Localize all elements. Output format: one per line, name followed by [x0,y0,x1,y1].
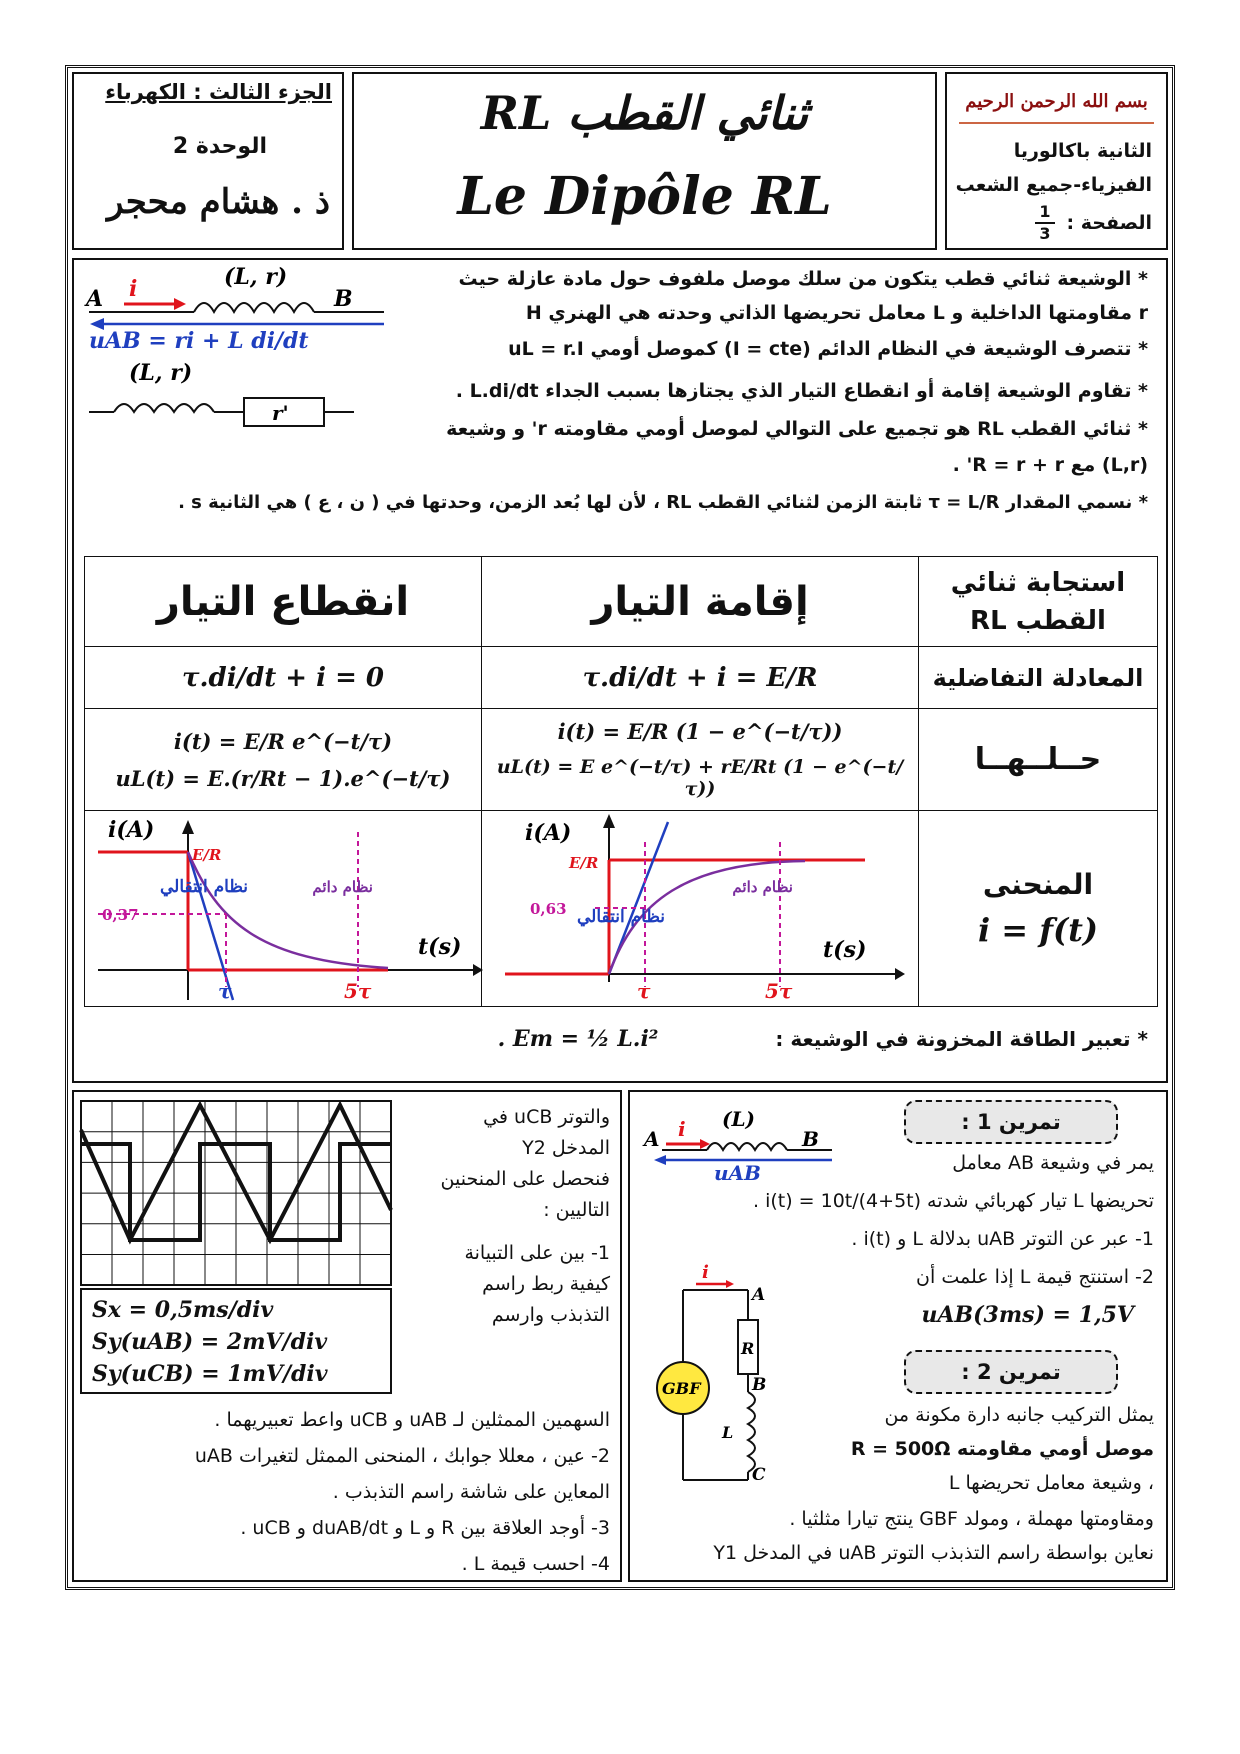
intro-line-2: r مقاومتها الداخلية و L معامل تحريضها الذاتي وحدته هي الهنري H [525,302,1148,324]
header-left-box [72,72,344,250]
ex1-l3: 1- عبر عن التوتر uAB بدلالة L و i(t) . [851,1228,1154,1250]
diff-eq-break: τ.di/dt + i = 0 [85,647,482,709]
sol-break-i: i(t) = E/R e^(−t/τ) [173,728,393,754]
ex2-r-label: R [741,1339,755,1358]
ex2-l2: موصل أومي مقاومته R = 500Ω [850,1438,1154,1460]
basmala-calligraphy: بسم الله الرحمن الرحيم [959,82,1154,124]
solution-break [85,709,482,811]
oscillo-settings [80,1288,392,1394]
coil2-label: (L, r) [129,360,193,386]
graph-break-mark: 0,37 [102,905,139,924]
sol-establish-i: i(t) = E/R (1 − e^(−t/τ)) [557,719,843,744]
oscilloscope-screen [80,1100,392,1286]
energy-text: * تعبير الطاقة المخزونة في الوشيعة : [775,1027,1148,1051]
ex1-l5: uAB(3ms) = 1,5V [921,1302,1134,1328]
ex1-uab: uAB [714,1161,761,1185]
oscillo-q2a: 2- عين ، معللا جوابك ، المنحنى الممثل لتغيرات uAB [194,1445,610,1467]
header-right-box [945,72,1168,250]
ex2-node-b: B [752,1375,767,1395]
oscillo-q2b: المعاين على شاشة راسم التذبذب . [332,1481,610,1503]
ex2-l4: ومقاومتها مهملة ، ومولد GBF ينتج تيارا مثلثيا . [789,1508,1154,1530]
resistor-label: r' [272,401,289,425]
node-a: A [86,286,104,312]
ex2-l1: يمثل التركيب جانبه دارة مكونة من [884,1404,1154,1426]
graph-establish-5tau: 5τ [765,978,793,1003]
graph-establish [485,812,915,1002]
intro-line-5: * ثنائي القطب RL هو تجميع على التوالي لموصل أومي مقاومته r' و وشيعة [446,418,1148,440]
energy-line [92,1026,1148,1052]
intro-line-6: (L,r) مع R = r + r' . [952,454,1148,476]
intro-line-7: * نسمي المقدار τ = L/R ثابتة الزمن لثنائي القطب RL ، لأن لها بُعد الزمن، وحدتها في ( ن ، ع ) هي الثانية s . [178,492,1148,513]
coil-label: (L, r) [224,264,288,290]
graph-break-transient: نظام انتقالي [159,876,248,897]
ex2-l-label: L [722,1423,734,1442]
rl-series-diagram [84,350,384,440]
node-b: B [334,286,353,312]
ex1-node-a: A [644,1127,660,1151]
graph-break-5tau: 5τ [344,978,372,1003]
graph-establish-transient: نظام انتقالي [576,906,665,927]
ex2-l5: نعاين بواسطة راسم التذبذب التوتر uAB في المدخل Y1 [713,1542,1154,1564]
sol-establish-u: uL(t) = E e^(−t/τ) + rE/Rt (1 − e^(−t/τ)) [496,756,904,800]
graph-break [88,812,478,1002]
graph-establish-y-axis: i(A) [525,819,572,846]
ex2-node-a: A [752,1285,766,1305]
oscillo-exercise-box [72,1090,622,1582]
sol-break-u: uL(t) = E.(r/Rt − 1).e^(−t/τ) [115,765,451,791]
graph-break-x-axis: t(s) [418,933,462,960]
ex2-title: تمرين 2 : [904,1350,1118,1394]
exercises-box [628,1090,1168,1582]
cell-response-header: استجابة ثنائي القطب RL [919,557,1158,647]
title-arabic: ثنائي القطب RL [480,86,809,140]
graph-establish-tau: τ [637,978,651,1003]
ex1-title: تمرين 1 : [904,1100,1118,1144]
solution-establish [482,709,919,811]
intro-line-3: * تتصرف الوشيعة في النظام الدائم (I = cte) كموصل أومي uL = r.I [508,338,1148,360]
header-center-box [352,72,937,250]
sy-ab-setting: Sy(uAB) = 2mV/div [92,1329,328,1355]
ex1-l2: تحريضها L تيار كهربائي شدته i(t) = 10t/(4+5t) . [752,1190,1154,1212]
oscillo-q1c: التذبذب وارسم [491,1304,610,1326]
page-label: الصفحة : [1066,212,1152,234]
gbf-label: GBF [662,1379,701,1398]
graph-break-y-axis: i(A) [108,816,155,843]
current-label: i [129,276,138,302]
graph-establish-cell [482,811,919,1007]
page-num: 1 [1035,202,1055,224]
ex2-current: i [702,1262,709,1283]
title-french: Le Dipôle RL [457,166,832,227]
stream-label: الفيزياء-جميع الشعب [955,174,1152,196]
oscillo-questions [84,1402,610,1582]
oscillo-text-right [400,1102,610,1331]
coil2-symbol [114,404,214,412]
ex2-text [784,1398,1154,1500]
oscillo-q1d: السهمين الممثلين لـ uAB و uCB واعط تعبيريهما . [214,1409,610,1431]
page-den: 3 [1039,224,1051,243]
oscillo-t2: المدخل Y2 [522,1137,610,1159]
row-curve-label [919,811,1158,1007]
graph-break-steady: نظام دائم [312,877,373,896]
intro-line-4: * تقاوم الوشيعة إقامة أو انقطاع التيار الذي يجتازها بسبب الجداء L.di/dt . [455,380,1148,402]
ex1-current: i [678,1117,686,1141]
ex2-l3: ، وشيعة معامل تحريضها L [948,1472,1154,1494]
oscillo-q4: 4- احسب قيمة L . [461,1553,610,1575]
graph-establish-er: E/R [569,853,599,872]
row-solution-label: حــلــهــا [919,709,1158,811]
oscillo-t4: التاليين : [543,1199,610,1221]
graph-establish-mark: 0,63 [530,899,567,918]
uab-equation: uAB = ri + L di/dt [89,328,309,354]
ex1-l4: 2- استنتج قيمة L إذا علمت أن [916,1266,1154,1288]
diff-eq-establish: τ.di/dt + i = E/R [482,647,919,709]
sx-setting: Sx = 0,5ms/div [92,1297,274,1323]
oscillo-q1b: كيفية ربط راسم [482,1273,610,1295]
ex1-coil-label: (L) [722,1107,755,1131]
graph-establish-steady: نظام دائم [732,877,793,896]
coil-symbol [194,303,314,312]
ex1-node-b: B [802,1127,819,1151]
curve-label-text: المنحنى [982,868,1094,901]
curve-formula: i = f(t) [977,911,1099,949]
page-fraction [1035,202,1055,244]
oscillo-t3: فنحصل على المنحنين [440,1168,610,1190]
rl-response-table [84,556,1158,1007]
ex2-circuit [638,1262,788,1490]
coil-diagram [84,264,414,354]
cell-break-header: انقطاع التيار [85,557,482,647]
sy-cb-setting: Sy(uCB) = 1mV/div [92,1361,328,1387]
graph-break-cell [85,811,482,1007]
part-label: الجزء الثالث : الكهرباء [105,80,332,104]
level-label: الثانية باكالوريا [1013,140,1152,162]
row-diff-label: المعادلة التفاضلية [919,647,1158,709]
intro-line-1: * الوشيعة ثنائي قطب يتكون من سلك موصل ملفوف حول مادة عازلة حيث [458,268,1148,290]
energy-formula: Em = ½ L.i² . [497,1026,659,1052]
ex2-coil [748,1392,755,1472]
graph-establish-x-axis: t(s) [823,936,867,963]
graph-break-tau: τ [218,978,232,1003]
teacher-name: ذ . هشام محجر [106,182,330,222]
course-box [72,258,1168,1083]
unit-label: الوحدة 2 [172,134,267,159]
ex1-l1: يمر في وشيعة AB معامل [952,1152,1154,1174]
cell-establish-header: إقامة التيار [482,557,919,647]
oscillo-t1: والتوتر uCB في [483,1106,610,1128]
ex2-node-c: C [752,1465,766,1485]
oscillo-q1a: 1- بين على التبيانة [464,1242,610,1264]
oscillo-q3: 3- أوجد العلاقة بين R و L و duAB/dt و uCB . [240,1517,610,1539]
ex2-text-wide [640,1502,1154,1570]
graph-break-er: E/R [192,845,222,864]
